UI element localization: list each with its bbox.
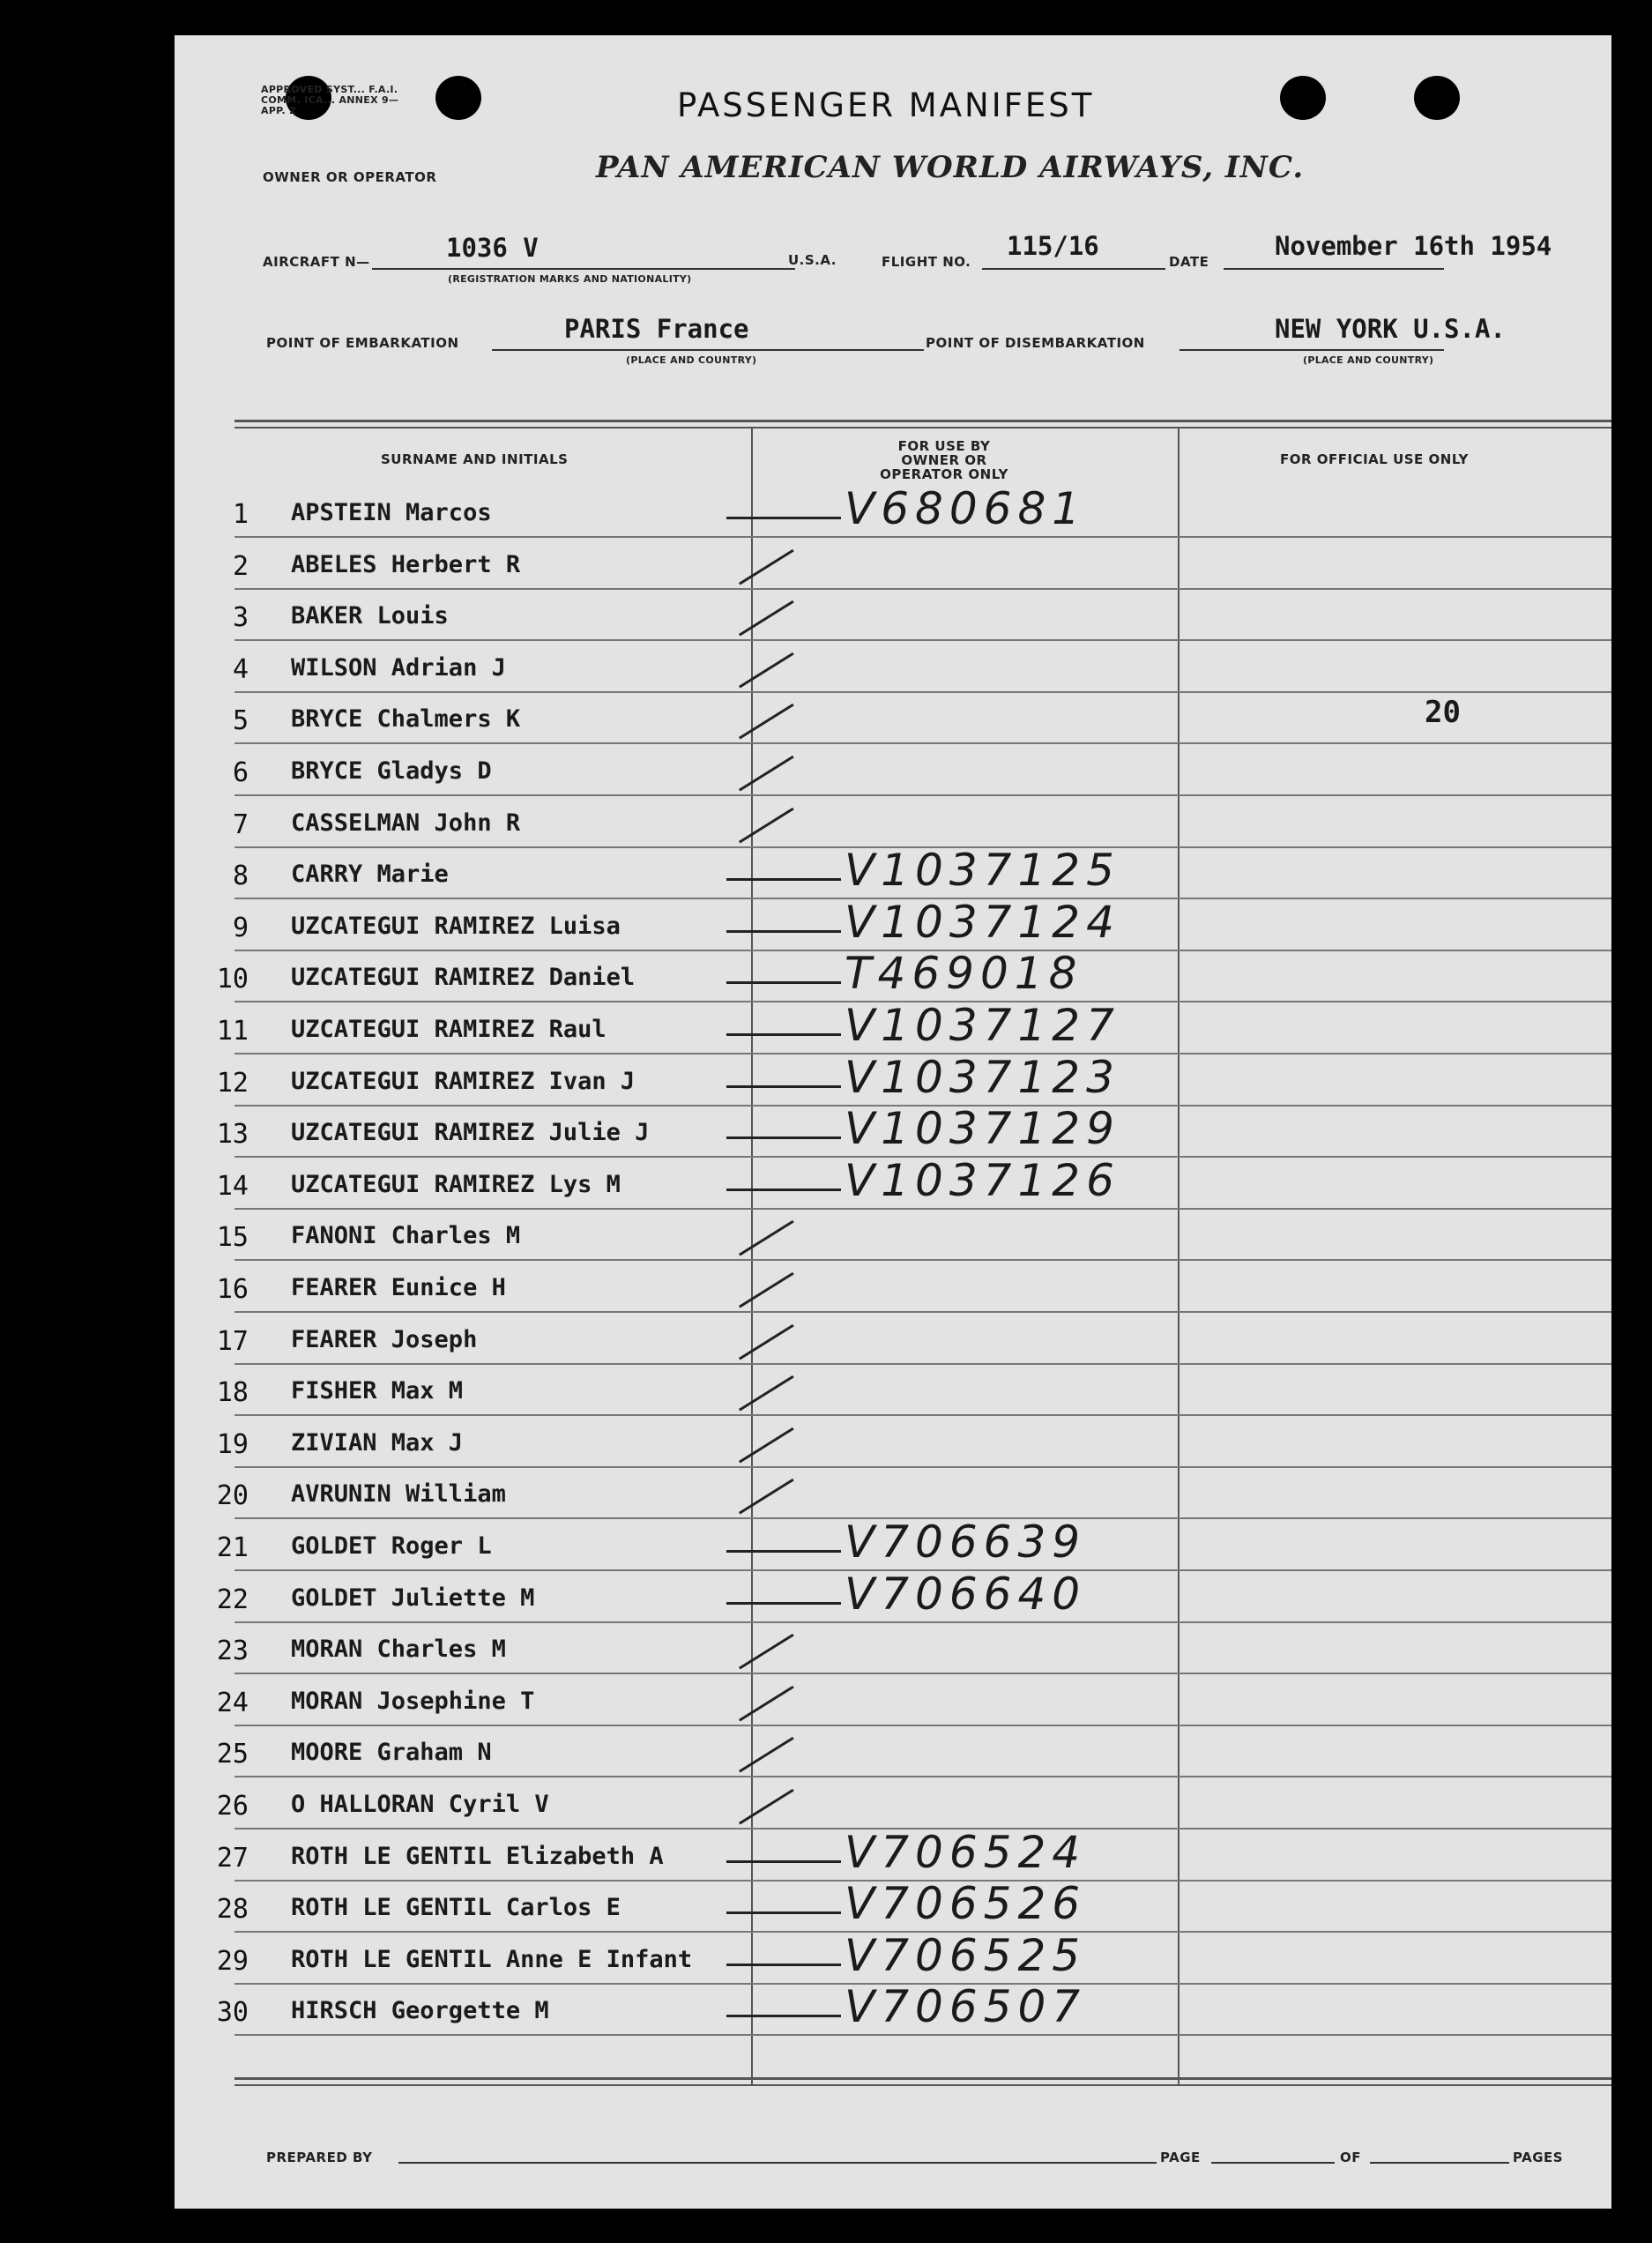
document-number: V1037129 xyxy=(845,1103,1120,1154)
document-number: V1037127 xyxy=(845,1000,1120,1051)
check-mark xyxy=(739,1324,794,1360)
check-mark xyxy=(739,1272,794,1308)
check-mark xyxy=(739,1789,794,1825)
page-label: PAGE xyxy=(1160,2150,1201,2165)
document-number: T469018 xyxy=(845,948,1083,999)
row-number: 23 xyxy=(216,1636,249,1666)
check-mark xyxy=(739,549,794,585)
col-owner-use-header: FOR USE BY OWNER OR OPERATOR ONLY xyxy=(880,438,1008,482)
check-mark xyxy=(739,1634,794,1670)
document-number: V1037124 xyxy=(845,897,1120,948)
embark-label: POINT OF EMBARKATION xyxy=(266,335,459,351)
row-number: 20 xyxy=(216,1480,249,1511)
passenger-name: BRYCE Chalmers K xyxy=(291,705,521,733)
check-dash xyxy=(726,981,841,984)
embark-value: PARIS France xyxy=(564,314,749,344)
check-dash xyxy=(726,1602,841,1605)
row-number: 6 xyxy=(232,757,249,788)
row-number: 8 xyxy=(232,861,249,891)
row-number: 5 xyxy=(232,705,249,736)
row-number: 2 xyxy=(232,551,249,582)
col-surname-header: SURNAME AND INITIALS xyxy=(381,451,569,467)
check-mark xyxy=(739,1479,794,1515)
usa-label: U.S.A. xyxy=(788,252,837,268)
row-number: 10 xyxy=(216,964,249,995)
document-number: V706524 xyxy=(845,1827,1087,1878)
check-mark xyxy=(739,1375,794,1412)
document-number: V680681 xyxy=(845,483,1087,534)
row-number: 17 xyxy=(216,1326,249,1357)
punch-hole-left-2 xyxy=(435,76,481,120)
punch-hole-right-2 xyxy=(1414,76,1460,120)
aircraft-sublabel: (REGISTRATION MARKS AND NATIONALITY) xyxy=(448,273,692,285)
row-number: 27 xyxy=(216,1843,249,1874)
passenger-name: WILSON Adrian J xyxy=(291,654,506,682)
check-dash xyxy=(726,930,841,933)
aircraft-label: AIRCRAFT N— xyxy=(263,254,370,270)
manifest-sheet xyxy=(175,35,1611,2209)
passenger-name: MORAN Charles M xyxy=(291,1636,506,1663)
punch-hole-right xyxy=(1280,76,1326,120)
row-number: 22 xyxy=(216,1584,249,1615)
owner-value: PAN AMERICAN WORLD AIRWAYS, INC. xyxy=(596,150,1305,185)
col-official-header: FOR OFFICIAL USE ONLY xyxy=(1280,451,1469,467)
row-number: 15 xyxy=(216,1222,249,1253)
row-number: 18 xyxy=(216,1377,249,1408)
passenger-name: ROTH LE GENTIL Anne E Infant xyxy=(291,1946,693,1973)
passenger-name: APSTEIN Marcos xyxy=(291,499,492,526)
row-number: 28 xyxy=(216,1894,249,1925)
passenger-name: UZCATEGUI RAMIREZ Daniel xyxy=(291,964,636,991)
check-dash xyxy=(726,1033,841,1036)
disembark-sublabel: (PLACE AND COUNTRY) xyxy=(1303,354,1434,366)
page-title: PASSENGER MANIFEST xyxy=(677,86,1095,124)
passenger-name: CARRY Marie xyxy=(291,861,449,888)
row-number: 21 xyxy=(216,1532,249,1563)
check-dash xyxy=(726,1860,841,1863)
embark-sublabel: (PLACE AND COUNTRY) xyxy=(626,354,757,366)
date-value: November 16th 1954 xyxy=(1275,231,1552,261)
passenger-name: MORAN Josephine T xyxy=(291,1688,535,1715)
check-mark xyxy=(739,808,794,844)
check-mark xyxy=(739,1737,794,1773)
passenger-name: FEARER Eunice H xyxy=(291,1274,506,1301)
passenger-name: ABELES Herbert R xyxy=(291,551,521,578)
passenger-name: MOORE Graham N xyxy=(291,1739,492,1766)
row-number: 11 xyxy=(216,1016,249,1047)
row-number: 24 xyxy=(216,1688,249,1718)
row-number: 4 xyxy=(232,654,249,685)
check-dash xyxy=(726,1911,841,1914)
passenger-name: UZCATEGUI RAMIREZ Raul xyxy=(291,1016,606,1043)
row-number: 13 xyxy=(216,1119,249,1150)
document-number: V1037125 xyxy=(845,845,1120,896)
document-number: V706525 xyxy=(845,1930,1087,1981)
passenger-name: HIRSCH Georgette M xyxy=(291,1997,549,2024)
of-label: OF xyxy=(1340,2150,1361,2165)
document-number: V1037126 xyxy=(845,1155,1120,1206)
check-dash xyxy=(726,1189,841,1191)
passenger-name: UZCATEGUI RAMIREZ Ivan J xyxy=(291,1068,636,1095)
check-mark xyxy=(739,1220,794,1256)
passenger-name: BRYCE Gladys D xyxy=(291,757,492,785)
official-note: 20 xyxy=(1425,695,1461,730)
row-number: 1 xyxy=(232,499,249,530)
passenger-name: BAKER Louis xyxy=(291,602,449,630)
row-number: 19 xyxy=(216,1429,249,1460)
row-number: 9 xyxy=(232,913,249,943)
passenger-name: AVRUNIN William xyxy=(291,1480,506,1508)
check-dash xyxy=(726,1964,841,1966)
flight-value: 115/16 xyxy=(1007,231,1099,261)
row-number: 7 xyxy=(232,809,249,840)
row-number: 25 xyxy=(216,1739,249,1770)
row-number: 30 xyxy=(216,1997,249,2028)
check-dash xyxy=(726,1550,841,1553)
passenger-name: UZCATEGUI RAMIREZ Julie J xyxy=(291,1119,650,1146)
approved-stamp: APPROVED SYST... F.A.I. COMM. ICA... ANNEX 9—APP. 2 xyxy=(261,84,399,116)
row-number: 29 xyxy=(216,1946,249,1977)
check-mark xyxy=(739,1686,794,1722)
check-dash xyxy=(726,1136,841,1139)
document-number: V706526 xyxy=(845,1878,1087,1929)
check-mark xyxy=(739,600,794,637)
document-number: V706639 xyxy=(845,1516,1087,1568)
date-label: DATE xyxy=(1169,254,1209,270)
flight-label: FLIGHT NO. xyxy=(882,254,971,270)
aircraft-value: 1036 V xyxy=(446,233,539,263)
check-dash xyxy=(726,878,841,881)
disembark-label: POINT OF DISEMBARKATION xyxy=(926,335,1145,351)
check-mark xyxy=(739,704,794,740)
prepared-by-label: PREPARED BY xyxy=(266,2150,373,2165)
check-dash xyxy=(726,517,841,519)
check-mark xyxy=(739,756,794,792)
passenger-name: CASSELMAN John R xyxy=(291,809,521,837)
check-dash xyxy=(726,2015,841,2017)
document-number: V706640 xyxy=(845,1569,1087,1620)
passenger-name: UZCATEGUI RAMIREZ Luisa xyxy=(291,913,621,940)
row-number: 3 xyxy=(232,602,249,633)
passenger-name: GOLDET Roger L xyxy=(291,1532,492,1560)
row-number: 26 xyxy=(216,1791,249,1822)
check-mark xyxy=(739,1427,794,1464)
passenger-name: O HALLORAN Cyril V xyxy=(291,1791,549,1818)
check-mark xyxy=(739,652,794,689)
passenger-name: FEARER Joseph xyxy=(291,1326,478,1353)
passenger-name: ZIVIAN Max J xyxy=(291,1429,464,1457)
passenger-name: UZCATEGUI RAMIREZ Lys M xyxy=(291,1171,621,1198)
disembark-value: NEW YORK U.S.A. xyxy=(1275,314,1506,344)
passenger-name: FANONI Charles M xyxy=(291,1222,521,1249)
passenger-name: FISHER Max M xyxy=(291,1377,464,1405)
passenger-name: ROTH LE GENTIL Carlos E xyxy=(291,1894,621,1921)
row-number: 14 xyxy=(216,1171,249,1202)
row-number: 12 xyxy=(216,1068,249,1099)
row-number: 16 xyxy=(216,1274,249,1305)
document-number: V1037123 xyxy=(845,1052,1120,1103)
check-dash xyxy=(726,1085,841,1088)
passenger-name: GOLDET Juliette M xyxy=(291,1584,535,1612)
pages-label: PAGES xyxy=(1513,2150,1564,2165)
owner-label: OWNER OR OPERATOR xyxy=(263,169,437,185)
passenger-name: ROTH LE GENTIL Elizabeth A xyxy=(291,1843,664,1870)
document-number: V706507 xyxy=(845,1981,1087,2032)
